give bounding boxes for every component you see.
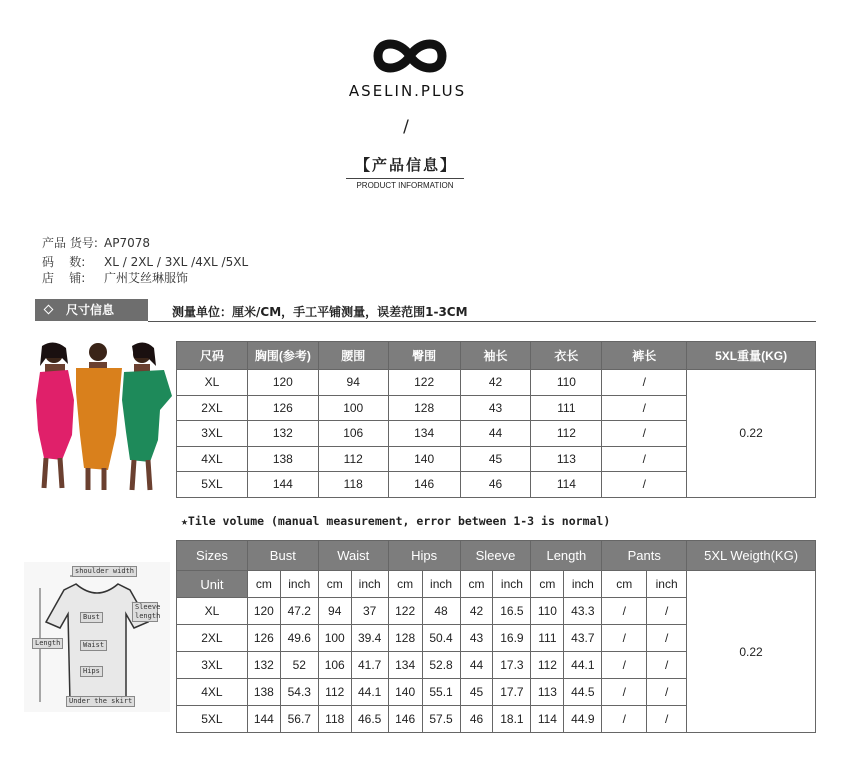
table-cell: /: [602, 625, 647, 652]
table-cell: 140: [388, 679, 422, 706]
table-cell: 134: [388, 421, 460, 447]
table-cell: 113: [531, 679, 564, 706]
table-cell: 45: [460, 446, 531, 472]
table-cell: 110: [531, 598, 564, 625]
header-cell: 裤长: [602, 342, 687, 370]
table-cell: 56.7: [280, 706, 318, 733]
table-cell: 110: [531, 370, 602, 396]
table-cell: /: [647, 598, 687, 625]
table-cell: /: [647, 679, 687, 706]
table-cell: 106: [318, 652, 351, 679]
table-cell: 5XL: [177, 706, 248, 733]
table-cell: /: [647, 706, 687, 733]
table-cell: 44: [460, 652, 493, 679]
section-title: 尺寸信息: [66, 303, 115, 317]
meta-label: 产品 货号:: [42, 236, 98, 250]
table-cell: 44.1: [351, 679, 388, 706]
table-cell: 138: [247, 679, 280, 706]
product-info-title: 【产品信息】: [354, 156, 457, 174]
table-cell: 100: [318, 395, 388, 421]
table-cell: 46: [460, 472, 531, 498]
table-cell: 44.1: [564, 652, 602, 679]
model-photo: [32, 340, 178, 496]
table-cell: /: [602, 679, 647, 706]
table-cell: 2XL: [177, 625, 248, 652]
table-cell: 113: [531, 446, 602, 472]
table-cell: /: [602, 446, 687, 472]
measurement-note: 测量单位：厘米/CM，手工平铺测量，误差范围1-3CM: [172, 305, 468, 319]
table-cell: /: [602, 421, 687, 447]
table-cell: XL: [177, 598, 248, 625]
table-cell: 126: [247, 395, 318, 421]
table-cell: 16.5: [493, 598, 531, 625]
table-header-row: [177, 541, 816, 571]
table-header-row: [177, 342, 816, 370]
header-cell: Sizes: [177, 541, 248, 571]
table-cell: 44.9: [564, 706, 602, 733]
header-cell: 5XL重量(KG): [687, 342, 816, 370]
table-cell: 144: [247, 706, 280, 733]
meta-value: XL / 2XL / 3XL /4XL /5XL: [104, 255, 249, 269]
table-cell: 43: [460, 395, 531, 421]
table-cell: /: [602, 652, 647, 679]
table-cell: 126: [247, 625, 280, 652]
table-cell: 18.1: [493, 706, 531, 733]
unit-cell: inch: [351, 571, 388, 598]
table-cell: 55.1: [422, 679, 460, 706]
table-cell: 146: [388, 706, 422, 733]
table-cell: 138: [247, 446, 318, 472]
header-cell: 5XL Weigth(KG): [687, 541, 816, 571]
table-cell: 3XL: [177, 652, 248, 679]
table-row: [177, 370, 816, 396]
size-table-en: [176, 540, 816, 733]
unit-cell: inch: [647, 571, 687, 598]
table-cell: 94: [318, 598, 351, 625]
table-cell: 122: [388, 370, 460, 396]
table-cell: 132: [247, 652, 280, 679]
table-cell: 42: [460, 598, 493, 625]
table-cell: 52: [280, 652, 318, 679]
header-cell: 腰围: [318, 342, 388, 370]
meta-item-code: [42, 234, 150, 251]
table-cell: 44.5: [564, 679, 602, 706]
header-cell: Bust: [247, 541, 318, 571]
unit-cell: inch: [493, 571, 531, 598]
header-cell: 臀围: [388, 342, 460, 370]
table-cell: 111: [531, 625, 564, 652]
meta-sizes: [42, 253, 248, 270]
header-cell: 胸围(参考): [247, 342, 318, 370]
diamond-icon: [44, 305, 54, 315]
header-cell: Hips: [388, 541, 460, 571]
table-cell: /: [602, 598, 647, 625]
table-cell: 128: [388, 395, 460, 421]
table-cell: 112: [531, 652, 564, 679]
hips-label: Hips: [80, 666, 103, 677]
table-cell: /: [647, 625, 687, 652]
table-cell: 114: [531, 472, 602, 498]
size-table-cn: [176, 341, 816, 498]
unit-cell: cm: [602, 571, 647, 598]
table-cell: 4XL: [177, 446, 248, 472]
meta-value: AP7078: [104, 236, 150, 250]
table-cell: 43.7: [564, 625, 602, 652]
table-cell: 112: [318, 679, 351, 706]
unit-row: [177, 571, 816, 598]
table-cell: 120: [247, 598, 280, 625]
table-cell: 17.7: [493, 679, 531, 706]
table-cell: 120: [247, 370, 318, 396]
header-cell: Sleeve: [460, 541, 531, 571]
table-cell: 122: [388, 598, 422, 625]
table-cell: 112: [531, 421, 602, 447]
table-cell: 54.3: [280, 679, 318, 706]
models-illustration: [32, 340, 178, 496]
bust-label: Bust: [80, 612, 103, 623]
weight-cell: 0.22: [687, 571, 816, 733]
header-cell: 尺码: [177, 342, 248, 370]
unit-cell: cm: [247, 571, 280, 598]
table-cell: /: [602, 395, 687, 421]
table-cell: /: [602, 472, 687, 498]
unit-cell: inch: [564, 571, 602, 598]
table-cell: 128: [388, 625, 422, 652]
header-cell: 袖长: [460, 342, 531, 370]
table-cell: 134: [388, 652, 422, 679]
separator: /: [403, 117, 409, 137]
unit-cell: cm: [388, 571, 422, 598]
table-cell: 44: [460, 421, 531, 447]
table-cell: XL: [177, 370, 248, 396]
table-cell: 144: [247, 472, 318, 498]
table-cell: 50.4: [422, 625, 460, 652]
header-cell: Waist: [318, 541, 388, 571]
table-cell: 100: [318, 625, 351, 652]
meta-shop: [42, 269, 188, 286]
unit-cell: cm: [460, 571, 493, 598]
header-cell: Length: [531, 541, 602, 571]
sleeve-label: Sleeve length: [132, 602, 158, 622]
brand-name: ASELIN.PLUS: [348, 82, 467, 100]
table-cell: 37: [351, 598, 388, 625]
table-cell: 106: [318, 421, 388, 447]
table-cell: 140: [388, 446, 460, 472]
infinity-logo-icon: [370, 36, 450, 76]
table-cell: 111: [531, 395, 602, 421]
meta-label: 店 铺:: [42, 271, 86, 285]
table-cell: 39.4: [351, 625, 388, 652]
weight-cell: 0.22: [687, 370, 816, 498]
table-cell: 52.8: [422, 652, 460, 679]
table-cell: 2XL: [177, 395, 248, 421]
table-cell: 48: [422, 598, 460, 625]
table-cell: 57.5: [422, 706, 460, 733]
unit-label: Unit: [177, 571, 248, 598]
shoulder-label: shoulder width: [72, 566, 137, 577]
unit-cell: inch: [280, 571, 318, 598]
header-cell: 衣长: [531, 342, 602, 370]
table-cell: /: [602, 706, 647, 733]
table-cell: 16.9: [493, 625, 531, 652]
table-cell: 46: [460, 706, 493, 733]
table-cell: 4XL: [177, 679, 248, 706]
table-cell: 118: [318, 706, 351, 733]
table-cell: 47.2: [280, 598, 318, 625]
table-cell: 94: [318, 370, 388, 396]
table-cell: 5XL: [177, 472, 248, 498]
table-cell: 3XL: [177, 421, 248, 447]
table-cell: 118: [318, 472, 388, 498]
meta-value: 广州艾丝琳服饰: [104, 271, 189, 285]
unit-cell: cm: [531, 571, 564, 598]
size-info-section-bar: [35, 299, 148, 321]
unit-cell: cm: [318, 571, 351, 598]
table-cell: 42: [460, 370, 531, 396]
brand-logo: [360, 36, 460, 76]
table-cell: /: [602, 370, 687, 396]
length-label: Length: [32, 638, 63, 649]
garment-sketch: [24, 562, 170, 712]
meta-label: 码 数:: [42, 255, 86, 269]
product-info-subtitle: PRODUCT INFORMATION: [346, 178, 464, 190]
dress-outline-icon: [24, 562, 170, 712]
table-cell: 17.3: [493, 652, 531, 679]
unit-cell: inch: [422, 571, 460, 598]
header-cell: Pants: [602, 541, 687, 571]
table-cell: 46.5: [351, 706, 388, 733]
table-cell: 43.3: [564, 598, 602, 625]
section-divider: [148, 321, 816, 322]
waist-label: Waist: [80, 640, 107, 651]
table-cell: 45: [460, 679, 493, 706]
table-cell: 132: [247, 421, 318, 447]
hem-label: Under the skirt: [66, 696, 135, 707]
table-cell: 114: [531, 706, 564, 733]
table-cell: 49.6: [280, 625, 318, 652]
table-cell: 41.7: [351, 652, 388, 679]
tile-volume-note: ★Tile volume (manual measurement, error between 1-3 is normal): [181, 514, 611, 528]
table-cell: 43: [460, 625, 493, 652]
table-cell: /: [647, 652, 687, 679]
table-cell: 112: [318, 446, 388, 472]
table-cell: 146: [388, 472, 460, 498]
